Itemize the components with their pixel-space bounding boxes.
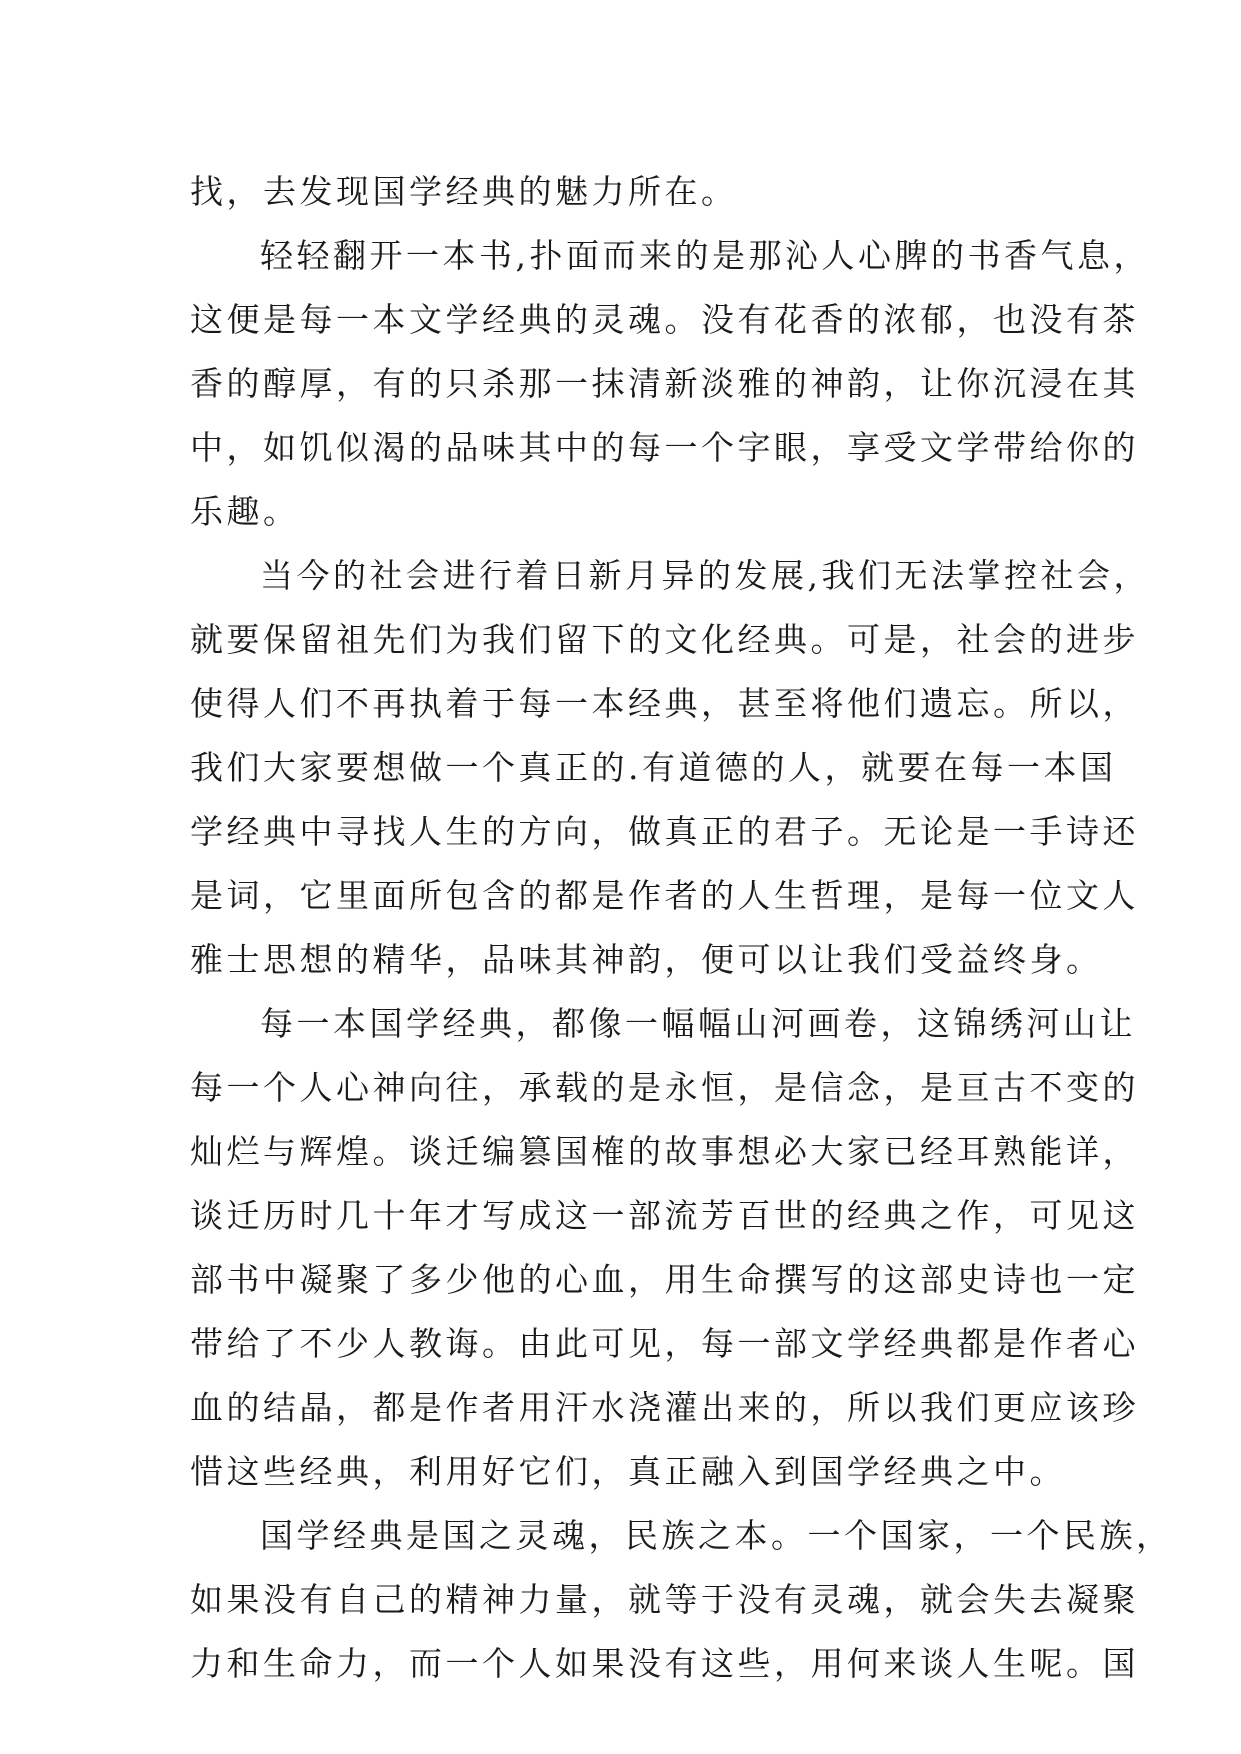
text-line: 香的醇厚，有的只杀那一抹清新淡雅的神韵，让你沉浸在其	[190, 364, 1139, 403]
text-line: 乐趣。	[190, 492, 300, 531]
text-line: 中，如饥似渴的品味其中的每一个字眼，享受文学带给你的	[190, 428, 1139, 467]
text-line: 这便是每一本文学经典的灵魂。没有花香的浓郁，也没有茶	[190, 300, 1139, 339]
text-line: 部书中凝聚了多少他的心血，用生命撰写的这部史诗也一定	[190, 1260, 1139, 1299]
text-line: 学经典中寻找人生的方向，做真正的君子。无论是一手诗还	[190, 812, 1139, 851]
text-line: 血的结晶，都是作者用汗水浇灌出来的，所以我们更应该珍	[190, 1388, 1139, 1427]
text-line: 灿烂与辉煌。谈迁编篡国榷的故事想必大家已经耳熟能详，	[190, 1132, 1139, 1171]
document-body	[190, 160, 1173, 1696]
text-line: 雅士思想的精华，品味其神韵，便可以让我们受益终身。	[190, 940, 1103, 979]
text-line: 如果没有自己的精神力量，就等于没有灵魂，就会失去凝聚	[190, 1580, 1139, 1619]
paragraph-first-line: 当今的社会进行着日新月异的发展,我们无法掌控社会，	[260, 556, 1150, 595]
text-line: 使得人们不再执着于每一本经典，甚至将他们遗忘。所以，	[190, 684, 1139, 723]
text-line: 就要保留祖先们为我们留下的文化经典。可是，社会的进步	[190, 620, 1139, 659]
text-line: 谈迁历时几十年才写成这一部流芳百世的经典之作，可见这	[190, 1196, 1139, 1235]
text-line: 带给了不少人教诲。由此可见，每一部文学经典都是作者心	[190, 1324, 1139, 1363]
paragraph-first-line: 国学经典是国之灵魂，民族之本。一个国家，一个民族，	[260, 1516, 1173, 1555]
text-line: 我们大家要想做一个真正的.有道德的人，就要在每一本国	[190, 748, 1117, 787]
text-line: 每一个人心神向往，承载的是永恒，是信念，是亘古不变的	[190, 1068, 1139, 1107]
paragraph-first-line: 每一本国学经典，都像一幅幅山河画卷，这锦绣河山让	[260, 1004, 1136, 1043]
text-line: 力和生命力，而一个人如果没有这些，用何来谈人生呢。国	[190, 1644, 1139, 1683]
paragraph-first-line: 轻轻翻开一本书,扑面而来的是那沁人心脾的书香气息，	[260, 236, 1150, 275]
text-line: 是词，它里面所包含的都是作者的人生哲理，是每一位文人	[190, 876, 1139, 915]
text-line: 惜这些经典，利用好它们，真正融入到国学经典之中。	[190, 1452, 1066, 1491]
text-line: 找，去发现国学经典的魅力所在。	[190, 172, 738, 211]
